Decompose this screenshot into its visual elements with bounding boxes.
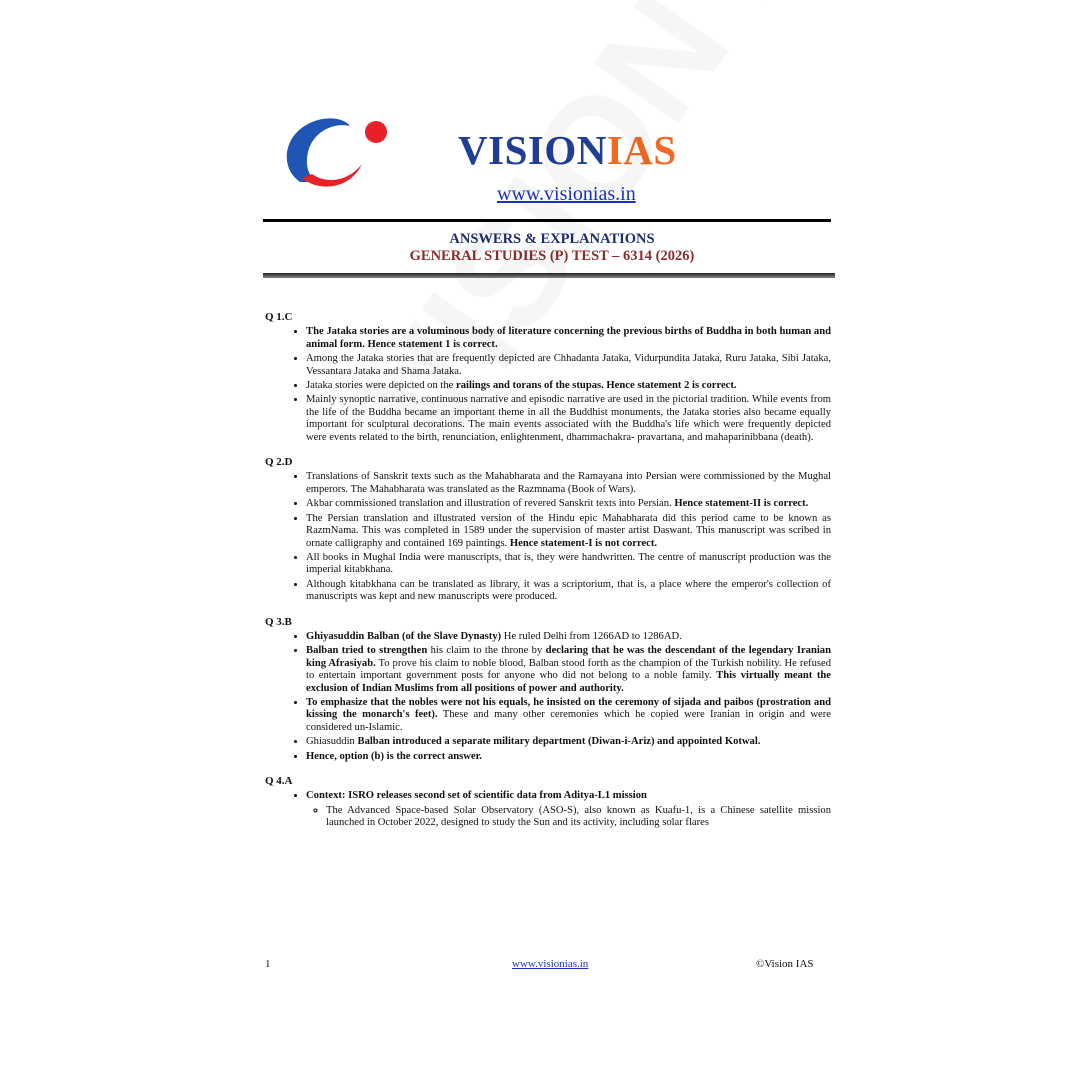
list-item: • All books in Mughal India were manuscripts, that is, they were handwritten. The centre of manuscript production was the imperial kitabkhana. (306, 552, 831, 577)
question-label: Q 4.A (265, 775, 293, 787)
list-item: • Translations of Sanskrit texts such as the Mahabharata and the Ramayana into Persian were commissioned by the Mughal emperors. The Mahabharata was translated as the Razmnama (Book of Wars). (306, 471, 831, 496)
list-item: • Ghiasuddin Balban introduced a separate military department (Diwan-i-Ariz) and appointed Kotwal. (306, 736, 831, 748)
list-item: • The Jataka stories are a voluminous body of literature concerning the previous births of Buddha in both human and animal form. Hence statement 1 is correct. (306, 326, 831, 351)
question-block (265, 311, 831, 444)
answer-points (265, 790, 831, 829)
question-block (265, 775, 831, 830)
list-item: • Although kitabkhana can be translated as library, it was a scriptorium, that is, a place where the emperor's collection of manuscripts was kept and new manuscripts were produced. (306, 579, 831, 604)
question-block (265, 616, 831, 763)
doc-subtitle: GENERAL STUDIES (P) TEST – 6314 (2026) (409, 248, 695, 264)
answer-points (265, 631, 831, 763)
brand-ias: IAS (606, 127, 677, 173)
list-item: • Ghiyasuddin Balban (of the Slave Dynasty) He ruled Delhi from 1266AD to 1286AD. (306, 631, 831, 643)
question-block (265, 456, 831, 603)
sub-list-item: ◦ The Advanced Space-based Solar Observatory (ASO-S), also known as Kuafu-1, is a Chinese satellite mission launched in October 2022, designed to study the Sun and its activity, including solar flares (326, 805, 831, 830)
doc-title: ANSWERS & EXPLANATIONS (449, 231, 655, 247)
list-item: • To emphasize that the nobles were not his equals, he insisted on the ceremony of sijada and paibos (prostration and kissing the monarch's feet). These and many other ceremonies which he copied were Iranian in origin and were considered un-Islamic. (306, 697, 831, 734)
list-item: • Hence, option (b) is the correct answer. (306, 751, 831, 763)
list-item: • Among the Jataka stories that are frequently depicted are Chhadanta Jataka, Vidurpundita Jataka, Ruru Jataka, Sibi Jataka, Vessantara Jataka and Shama Jataka. (306, 353, 831, 378)
list-item: • Jataka stories were depicted on the railings and torans of the stupas. Hence statement 2 is correct. (306, 380, 831, 392)
answers-content (265, 311, 831, 832)
list-item: • The Persian translation and illustrated version of the Hindu epic Mahabharata did this period came to be known as RazmNama. This was completed in 1589 under the supervision of master artist Daswant. This manuscript was scribed in ornate calligraphy and contained 169 paintings. Hence statement-I is not correct. (306, 513, 831, 550)
sub-points (306, 805, 831, 830)
copyright-text: ©Vision IAS (756, 958, 814, 970)
list-item: • Context: ISRO releases second set of scientific data from Aditya-L1 mission ◦ The Advanced Space-based Solar Observatory (ASO-S), also known as Kuafu-1, is a Chinese satellite mission launched in October 2022, designed to study the Sun and its activity, including solar flares (306, 790, 831, 829)
answer-points (265, 471, 831, 603)
website-link[interactable]: www.visionias.in (497, 183, 636, 205)
question-label: Q 1.C (265, 311, 293, 323)
question-label: Q 3.B (265, 615, 292, 628)
list-item: • Mainly synoptic narrative, continuous narrative and episodic narrative are used in the pictorial tradition. While events from the life of the Buddha became an important theme in all the Buddhist monuments, the Jataka stories also became equally important for sculptural decorations. The main events associated with the Buddha's life which were frequently depicted were events related to the birth, renunciation, enlightenment, dhammachakra- pravartana, and mahaparinibbana (death). (306, 394, 831, 444)
brand-vision: VISION (458, 127, 607, 173)
footer-link[interactable]: www.visionias.in (512, 958, 589, 970)
page-number: 1 (265, 958, 271, 970)
list-item: • Akbar commissioned translation and illustration of revered Sanskrit texts into Persian. Hence statement-II is correct. (306, 498, 831, 510)
answer-points (265, 326, 831, 444)
list-item: • Balban tried to strengthen his claim to the throne by declaring that he was the descendant of the legendary Iranian king Afrasiyab. To prove his claim to noble blood, Balban stood forth as the champion of the Turkish nobility. He refused to entertain important government posts for anyone who did not belong to a noble family. This virtually meant the exclusion of Indian Muslims from all positions of power and authority. (306, 645, 831, 695)
question-label: Q 2.D (265, 456, 293, 469)
visionias-logo-icon (278, 112, 390, 196)
